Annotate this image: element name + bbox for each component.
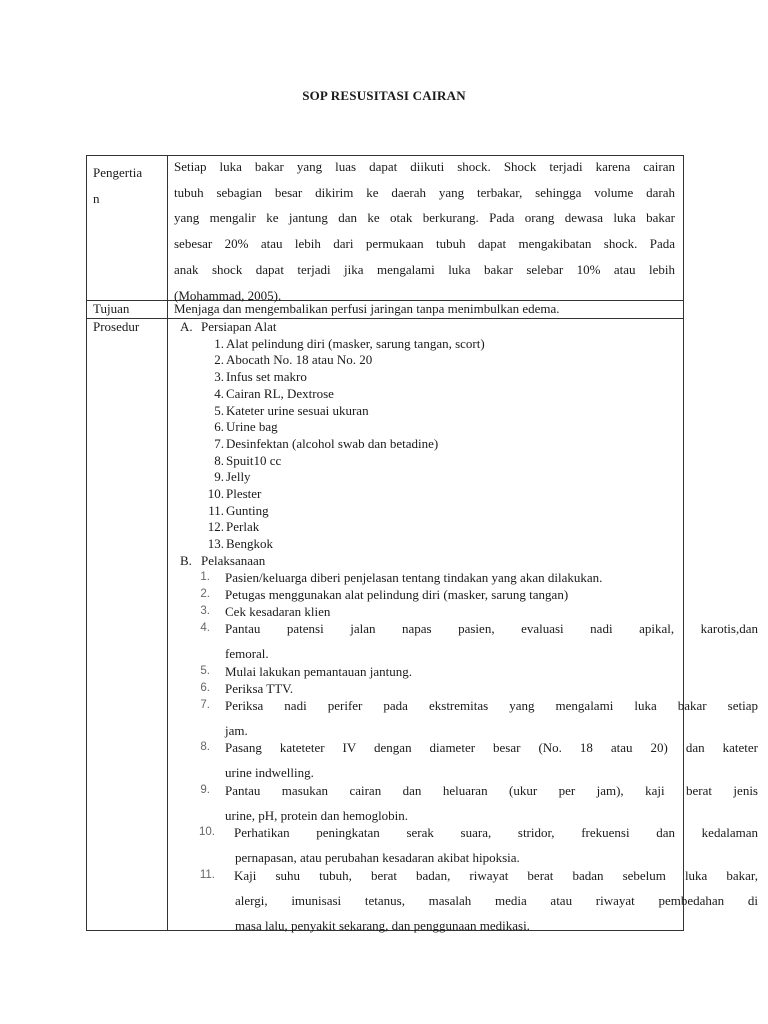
list-item: Kateter urine sesuai ukuran <box>226 402 369 418</box>
list-item-line: jam. <box>225 722 248 738</box>
list-item-number: 2. <box>200 588 210 601</box>
list-item-number: 8. <box>214 452 224 468</box>
section-b-title: Pelaksanaan <box>201 552 266 568</box>
tujuan-label: Tujuan <box>93 301 130 316</box>
list-item-number: 1. <box>200 571 210 584</box>
pengertian-label-line1: Pengertia <box>93 165 143 180</box>
list-item-line: Pasien/keluarga diberi penjelasan tentang tindakan yang akan dilakukan. <box>225 570 603 586</box>
section-a-title: Persiapan Alat <box>201 319 277 334</box>
list-item-line: Pantau patensi jalan napas pasien, evaluasi nadi apikal, karotis,dan <box>225 621 758 637</box>
list-item-line: Pantau masukan cairan dan heluaran (ukur per jam), kaji berat jenis <box>225 782 758 798</box>
pengertian-line: sebesar 20% atau lebih dari permukaan tubuh dapat mengakibatan shock. Pada <box>174 236 675 252</box>
pengertian-line: anak shock dapat terjadi jika mengalami luka bakar selebar 10% atau lebih <box>174 261 675 277</box>
list-item-number: 3. <box>200 605 210 618</box>
tujuan-text: Menjaga dan mengembalikan perfusi jaringan tanpa menimbulkan edema. <box>174 301 560 316</box>
list-item: Alat pelindung diri (masker, sarung tangan, scort) <box>226 335 485 351</box>
list-item-number: 7. <box>200 698 210 711</box>
column-divider <box>167 156 168 930</box>
list-item-line: urine indwelling. <box>225 765 314 781</box>
list-item-line: Perhatikan peningkatan serak suara, stridor, frekuensi dan kedalaman <box>234 825 758 841</box>
sop-table <box>86 155 758 933</box>
list-item-number: 11. <box>208 502 224 518</box>
pengertian-text <box>174 154 675 308</box>
section-b-marker: B. <box>180 552 192 568</box>
list-item-number: 6. <box>214 419 224 435</box>
list-item-number: 10. <box>207 486 224 501</box>
list-item-number: 8. <box>200 741 210 754</box>
list-item-line: Petugas menggunakan alat pelindung diri (masker, sarung tangan) <box>225 587 569 603</box>
list-item-number: 5. <box>214 402 224 418</box>
document-title: SOP RESUSITASI CAIRAN <box>302 88 466 103</box>
list-item: Infus set makro <box>226 369 307 385</box>
list-item-number: 4. <box>200 622 210 635</box>
list-item-number: 9. <box>214 469 224 485</box>
list-item-line: alergi, imunisasi tetanus, masalah media atau riwayat pembedahan di <box>235 892 758 908</box>
list-item-line: femoral. <box>225 646 269 662</box>
list-item: Desinfektan (alcohol swab dan betadine) <box>226 435 439 451</box>
pengertian-label <box>93 160 142 211</box>
list-item-number: 12. <box>207 519 224 535</box>
list-item-line: Cek kesadaran klien <box>225 604 331 620</box>
prosedur-label: Prosedur <box>93 319 140 334</box>
list-item: Spuit10 cc <box>226 452 282 468</box>
list-item-number: 9. <box>200 783 210 796</box>
list-item-number: 3. <box>214 369 224 385</box>
list-item-number: 6. <box>200 681 210 694</box>
list-item-number: 5. <box>200 664 210 677</box>
list-item: Bengkok <box>226 536 273 552</box>
list-item: Urine bag <box>226 419 278 435</box>
list-item-line: Periksa TTV. <box>225 680 294 696</box>
list-item: Gunting <box>226 502 269 518</box>
list-item-number: 11. <box>199 868 215 881</box>
list-item-number: 7. <box>214 435 224 451</box>
list-item-number: 13. <box>207 536 224 552</box>
list-item-line: urine, pH, protein dan hemoglobin. <box>225 807 409 823</box>
section-a-marker: A. <box>180 319 193 334</box>
list-item: Plester <box>226 486 262 501</box>
list-item: Abocath No. 18 atau No. 20 <box>226 352 373 368</box>
list-item: Cairan RL, Dextrose <box>226 385 334 401</box>
pengertian-line: tubuh sebagian besar dikirim ke daerah yang terbakar, sehingga volume darah <box>174 184 675 200</box>
pengertian-line: (Mohammad, 2005). <box>174 287 282 303</box>
pengertian-line: Setiap luka bakar yang luas dapat diikuti shock. Shock terjadi karena cairan <box>174 159 675 174</box>
list-item-line: pernapasan, atau perubahan kesadaran akibat hipoksia. <box>235 850 520 866</box>
list-item-line: Mulai lakukan pemantauan jantung. <box>225 663 413 679</box>
list-item-number: 10. <box>199 826 215 839</box>
list-item-line: masa lalu, penyakit sekarang, dan penggunaan medikasi. <box>235 917 530 933</box>
list-item: Perlak <box>226 519 260 535</box>
list-item-line: Pasang kateteter IV dengan diameter besar (No. 18 atau 20) dan kateter <box>225 740 758 756</box>
list-item-line: Kaji suhu tubuh, berat badan, riwayat berat badan sebelum luka bakar, <box>234 867 758 883</box>
list-item-number: 4. <box>214 385 224 401</box>
list-item-number: 2. <box>214 352 224 368</box>
list-item-number: 1. <box>214 335 224 351</box>
list-item: Jelly <box>226 469 251 485</box>
row-divider-2 <box>87 318 683 319</box>
pengertian-label-line2: n <box>93 190 100 206</box>
list-item-line: Periksa nadi perifer pada ekstremitas yang mengalami luka bakar setiap <box>225 697 758 713</box>
pengertian-line: yang mengalir ke jantung dan ke otak berkurang. Pada orang dewasa luka bakar <box>174 210 675 226</box>
